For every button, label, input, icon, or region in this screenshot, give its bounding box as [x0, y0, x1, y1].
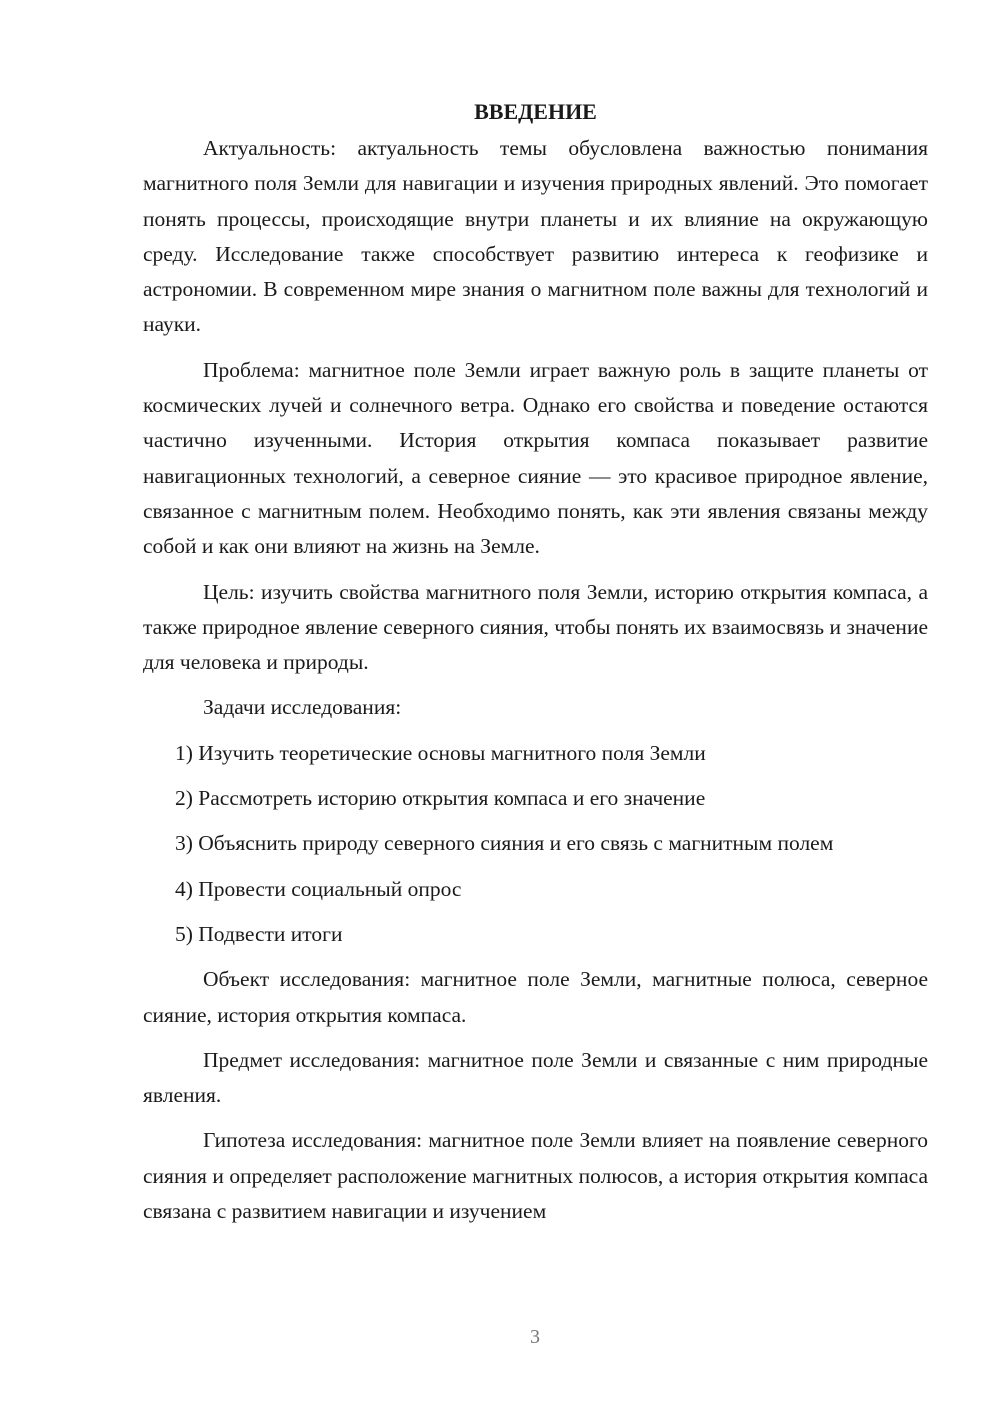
- tasks-intro: Задачи исследования:: [203, 695, 402, 720]
- problem-paragraph: Проблема: магнитное поле Земли играет важную роль в защите планеты от космических лучей и солнечного ветра. Однако его свойства и поведение остаются частично изученными. История открытия компаса показывает развитие навигационных технологий, а северное сияние — это красивое природное явление, связанное с магнитным полем. Необходимо понять, как эти явления связаны между собой и как они влияют на жизнь на Земле.: [143, 357, 928, 559]
- hypothesis-paragraph: Гипотеза исследования: магнитное поле Земли влияет на появление северного сияния и определяет расположение магнитных полюсов, а история открытия компаса связана с развитием навигации и изучением: [143, 1128, 928, 1224]
- page-number: 3: [530, 1326, 540, 1348]
- relevance-paragraph: Актуальность: актуальность темы обусловлена важностью понимания магнитного поля Земли для навигации и изучения природных явлений. Это помогает понять процессы, происходящие внутри планеты и их влияние на окружающую среду. Исследование также способствует развитию интереса к геофизике и астрономии. В современном мире знания о магнитном поле важны для технологий и науки.: [143, 136, 928, 337]
- task-item: 2) Рассмотреть историю открытия компаса и его значение: [175, 786, 706, 811]
- task-item: 3) Объяснить природу северного сияния и его связь с магнитным полем: [175, 831, 834, 856]
- document-page: [143, 94, 928, 1239]
- subject-paragraph: Предмет исследования: магнитное поле Земли и связанные с ним природные явления.: [143, 1047, 928, 1108]
- tasks-list: [143, 736, 928, 952]
- task-item: 1) Изучить теоретические основы магнитного поля Земли: [175, 740, 706, 765]
- task-item: 4) Провести социальный опрос: [175, 876, 462, 901]
- task-item: 5) Подвести итоги: [175, 921, 343, 946]
- object-paragraph: Объект исследования: магнитное поле Земли, магнитные полюса, северное сияние, история открытия компаса.: [143, 967, 928, 1027]
- section-heading: ВВЕДЕНИЕ: [474, 99, 597, 124]
- goal-paragraph: Цель: изучить свойства магнитного поля Земли, историю открытия компаса, а также природное явление северного сияния, чтобы понять их взаимосвязь и значение для человека и природы.: [143, 579, 928, 675]
